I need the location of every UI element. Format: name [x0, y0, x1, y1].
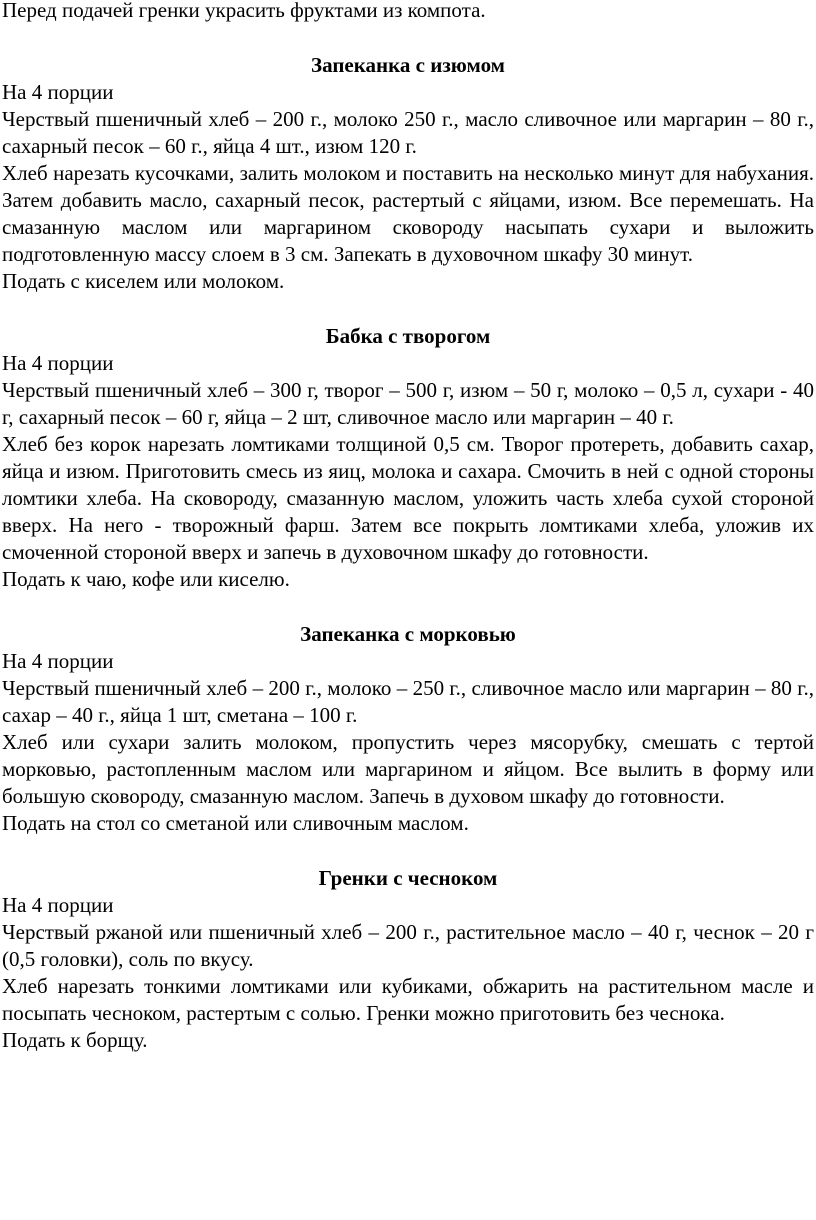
recipe-serving-note: Подать к чаю, кофе или киселю. — [2, 567, 290, 591]
recipe-servings: На 4 порции — [2, 351, 114, 375]
spacer — [2, 295, 814, 323]
spacer — [2, 24, 814, 52]
recipe-ingredients: Черствый пшеничный хлеб – 200 г., молоко 250 г., масло сливочное или маргарин – 80 г., сахарный песок – 60 г., яйца 4 шт., изюм 120 г. — [2, 107, 814, 158]
recipe-servings: На 4 порции — [2, 893, 114, 917]
recipe-servings: На 4 порции — [2, 80, 114, 104]
intro-text: Перед подачей гренки украсить фруктами из компота. — [2, 0, 486, 22]
recipe-serving-note: Подать с киселем или молоком. — [2, 269, 285, 293]
recipe-serving-note: Подать к борщу. — [2, 1028, 148, 1052]
recipe-method: Хлеб или сухари залить молоком, пропустить через мясорубку, смешать с тертой морковью, растопленным маслом или маргарином и яйцом. Все вылить в форму или большую сковороду, смазанную маслом. Запечь в духовом шкафу до готовности. — [2, 730, 814, 808]
recipe-title: Гренки с чесноком — [318, 866, 498, 890]
spacer — [2, 837, 814, 865]
spacer — [2, 593, 814, 621]
recipe-method: Хлеб нарезать кусочками, залить молоком и поставить на несколько минут для набухания. Затем добавить масло, сахарный песок, растертый с яйцами, изюм. Все перемешать. На смазанную маслом или маргарином сковороду насыпать сухари и выложить подготовленную массу слоем в 3 см. Запекать в духовочном шкафу 30 минут. — [2, 161, 814, 266]
recipe-carrot-casserole — [2, 621, 814, 837]
recipe-title: Бабка с творогом — [325, 324, 491, 348]
recipe-garlic-croutons — [2, 865, 814, 1054]
recipe-title: Запеканка с изюмом — [311, 53, 505, 77]
recipe-ingredients: Черствый пшеничный хлеб – 200 г., молоко – 250 г., сливочное масло или маргарин – 80 г., сахар – 40 г., яйца 1 шт, сметана – 100 г. — [2, 676, 814, 727]
recipe-curd-babka — [2, 323, 814, 593]
recipe-method: Хлеб без корок нарезать ломтиками толщиной 0,5 см. Творог протереть, добавить сахар, яйца и изюм. Приготовить смесь из яиц, молока и сахара. Смочить в ней с одной стороны ломтики хлеба. На сковороду, смазанную маслом, уложить часть хлеба сухой стороной вверх. На него - творожный фарш. Затем все покрыть ломтиками хлеба, уложив их смоченной стороной вверх и запечь в духовочном шкафу до готовности. — [2, 432, 814, 564]
recipe-method: Хлеб нарезать тонкими ломтиками или кубиками, обжарить на растительном масле и посыпать чесноком, растертым с солью. Гренки можно приготовить без чеснока. — [2, 974, 814, 1025]
recipe-raisin-casserole — [2, 52, 814, 295]
recipe-ingredients: Черствый ржаной или пшеничный хлеб – 200 г., растительное масло – 40 г, чеснок – 20 г (0,5 головки), соль по вкусу. — [2, 920, 814, 971]
recipe-ingredients: Черствый пшеничный хлеб – 300 г, творог – 500 г, изюм – 50 г, молоко – 0,5 л, сухари - 40 г, сахарный песок – 60 г, яйца – 2 шт, сливочное масло или маргарин – 40 г. — [2, 378, 814, 429]
recipe-serving-note: Подать на стол со сметаной или сливочным маслом. — [2, 811, 469, 835]
recipe-servings: На 4 порции — [2, 649, 114, 673]
recipe-title: Запеканка с морковью — [300, 622, 516, 646]
